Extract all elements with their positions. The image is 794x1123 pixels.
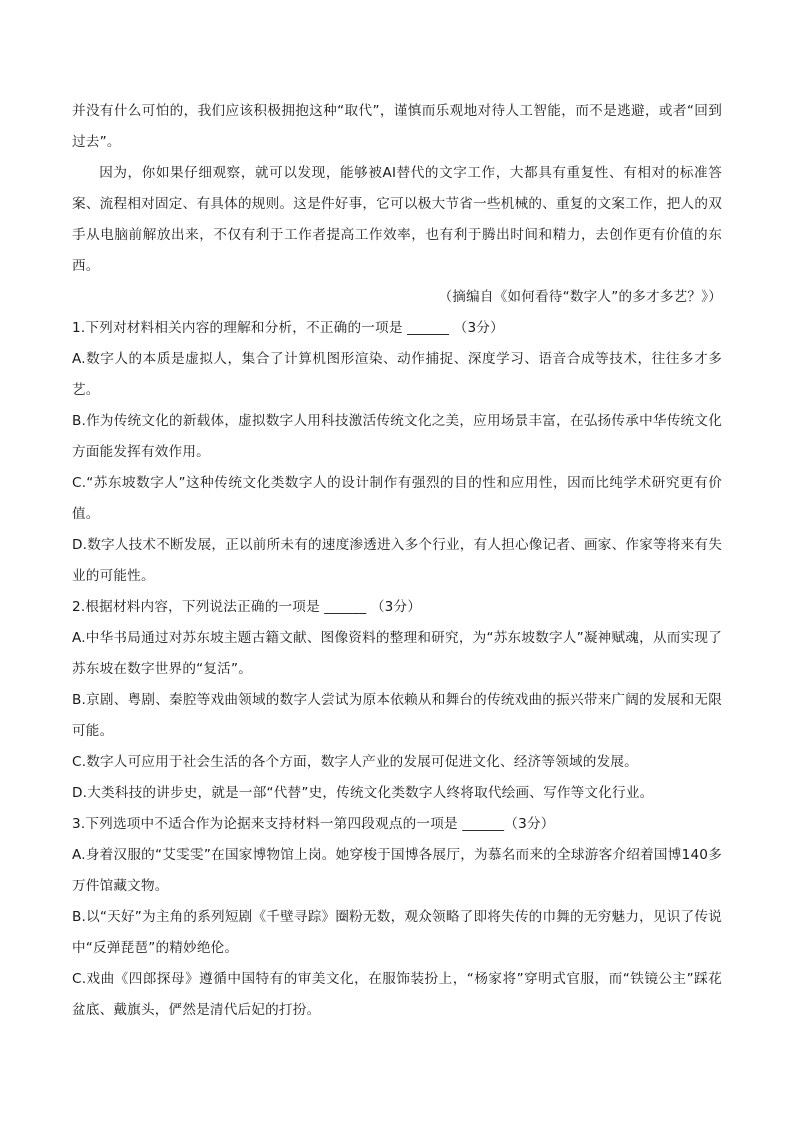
answer-option: D.数字人技术不断发展，正以前所未有的速度渗透进入多个行业，有人担心像记者、画家、作家等将来有失业的可能性。 (72, 537, 722, 584)
answer-option: A.身着汉服的“艾雯雯”在国家博物馆上岗。她穿梭于国博各展厅，为慕名而来的全球游客介绍着国博140多万件馆藏文物。 (72, 847, 722, 894)
question-stem: 2.根据材料内容，下列说法正确的一项是 ______ （3分） (72, 599, 422, 615)
passage-paragraph: 因为，你如果仔细观察，就可以发现，能够被AI替代的文字工作，大都具有重复性、有相对的标准答案、流程相对固定、有具体的规则。这是件好事，它可以极大节省一些机械的、重复的文案工作，把人的双手从电脑前解放出来，不仅有利于工作者提高工作效率，也有利于腾出时间和精力，去创作更有价值的东西。 (72, 165, 722, 274)
answer-option: A.中华书局通过对苏东坡主题古籍文献、图像资料的整理和研究，为“苏东坡数字人”凝神赋魂，从而实现了苏东坡在数字世界的“复活”。 (72, 630, 722, 677)
source-citation: （摘编自《如何看待“数字人”的多才多艺？》） (438, 289, 722, 305)
answer-option: C.数字人可应用于社会生活的各个方面，数字人产业的发展可促进文化、经济等领域的发展。 (72, 754, 638, 770)
answer-option: B.京剧、粤剧、秦腔等戏曲领域的数字人尝试为原本依赖从和舞台的传统戏曲的振兴带来广阔的发展和无限可能。 (72, 692, 722, 739)
answer-option: B.以“天好”为主角的系列短剧《千壁寻踪》圈粉无数，观众领略了即将失传的巾舞的无穷魅力，见识了传说中“反弹琵琶”的精妙绝伦。 (72, 909, 722, 956)
answer-option: D.大类科技的讲步史，就是一部“代替”史，传统文化类数字人终将取代绘画、写作等文化行业。 (72, 785, 654, 801)
document-page (72, 96, 722, 1026)
answer-option: A.数字人的本质是虚拟人，集合了计算机图形渲染、动作捕捉、深度学习、语音合成等技术，往往多才多艺。 (72, 351, 722, 398)
passage-paragraph: 并没有什么可怕的，我们应该积极拥抱这种“取代”，谨慎而乐观地对待人工智能，而不是逃避，或者“回到过去”。 (72, 103, 722, 150)
answer-option: C.“苏东坡数字人”这种传统文化类数字人的设计制作有强烈的目的性和应用性，因而比纯学术研究更有价值。 (72, 475, 722, 522)
question-stem: 1.下列对材料相关内容的理解和分析，不正确的一项是 ______ （3分） (72, 320, 504, 336)
answer-option: B.作为传统文化的新载体，虚拟数字人用科技激活传统文化之美，应用场景丰富，在弘扬传承中华传统文化方面能发挥有效作用。 (72, 413, 722, 460)
answer-option: C.戏曲《四郎探母》遵循中国特有的审美文化，在服饰装扮上，“杨家将”穿明式官服，而“铁镜公主”踩花盆底、戴旗头，俨然是清代后妃的打扮。 (72, 971, 722, 1018)
question-stem: 3.下列选项中不适合作为论据来支持材料一第四段观点的一项是 ______（3分） (72, 816, 555, 832)
